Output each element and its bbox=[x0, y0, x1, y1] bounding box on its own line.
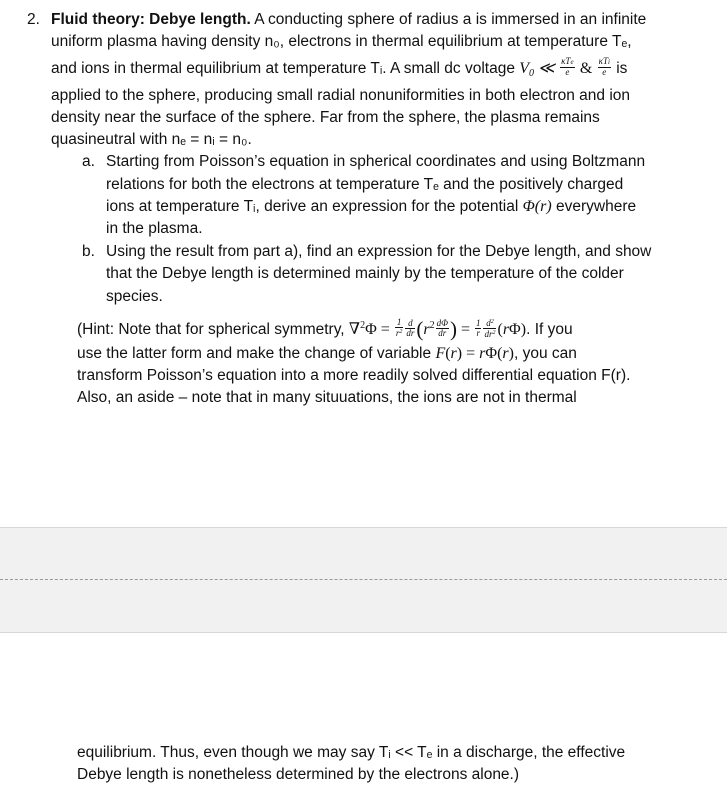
intro-text-1: A conducting sphere of radius a is immersed in an infinite bbox=[254, 11, 647, 28]
part-b-line-3: species. bbox=[106, 288, 163, 305]
intro-line-3: and ions in thermal equilibrium at temperature Tᵢ. A small dc voltage $V_0$ ≪ $\frac{\text{κTe}}{e}$ & $\frac{\text{κTi}}{e}$ is bbox=[51, 55, 628, 79]
hint-text-2b: , you can bbox=[513, 345, 577, 362]
part-a-text-3: ions at temperature Tᵢ, derive an expression for the potential bbox=[106, 198, 519, 215]
intro-line-4: applied to the sphere, producing small radial nonuniformities in both electron and ion bbox=[51, 87, 631, 104]
part-b-line-2: that the Debye length is determined mainly by the temperature of the colder bbox=[106, 265, 624, 282]
intro-line-1 bbox=[51, 9, 646, 31]
page-break-divider bbox=[0, 579, 727, 580]
continuation-line-1-text: equilibrium. Thus, even though we may say Tᵢ << Tₑ in a discharge, the effective bbox=[77, 744, 626, 761]
part-b-line-1: Using the result from part a), find an expression for the Debye length, and show bbox=[106, 243, 652, 260]
hint-line-4: Also, an aside – note that in many situuations, the ions are not in thermal bbox=[77, 389, 577, 406]
intro-line-2: uniform plasma having density n₀, electrons in thermal equilibrium at temperature Tₑ, bbox=[51, 33, 632, 50]
part-a-line-1: Starting from Poisson’s equation in spherical coordinates and using Boltzmann bbox=[106, 153, 646, 170]
part-b-label: b. bbox=[82, 243, 95, 260]
kti-over-e: $\frac{\text{κTi}}{e}$ bbox=[598, 55, 610, 77]
hint-line-3: transform Poisson’s equation into a more readily solved differential equation F(r). bbox=[77, 367, 631, 384]
potential-symbol: Φ(r) bbox=[522, 198, 552, 215]
hint-after-eq: . If you bbox=[526, 321, 573, 338]
hint-text-2: use the latter form and make the change of variable bbox=[77, 345, 432, 362]
change-of-variable: F bbox=[435, 345, 446, 362]
hint-start: (Hint: Note that for spherical symmetry, bbox=[77, 321, 345, 338]
hint-line-2: use the latter form and make the change of variable F(r) = rΦ(r), you can bbox=[77, 345, 577, 362]
continuation-line-2: Debye length is nonetheless determined by the electrons alone.) bbox=[77, 766, 520, 783]
hint-line-1 bbox=[77, 315, 573, 341]
part-a-line-2: relations for both the electrons at temperature Tₑ and the positively charged bbox=[106, 176, 624, 193]
part-a-line-3 bbox=[106, 196, 636, 218]
laplacian-equation: ∇$^2$Φ = $\frac{1}{r^2}$ $\frac{d}{dr}$ ($r^2$ $\frac{d\Phi}{dr}$ ) = $\frac{1}{r}$ $\frac{d^2}{dr^2}$ (rΦ) bbox=[348, 317, 527, 341]
kte-over-e: $\frac{\text{κTe}}{e}$ bbox=[561, 55, 574, 77]
part-a-line-4: in the plasma. bbox=[106, 220, 203, 237]
intro-line-5: density near the surface of the sphere. Far from the sphere, the plasma remains bbox=[51, 109, 600, 126]
intro-text-3: and ions in thermal equilibrium at temperature Tᵢ. A small dc voltage bbox=[51, 60, 515, 77]
part-a-label: a. bbox=[82, 153, 95, 170]
intro-line-6: quasineutral with nₑ = nᵢ = n₀. bbox=[51, 131, 252, 148]
voltage-tail: is bbox=[616, 60, 628, 77]
page-break bbox=[0, 527, 727, 633]
problem-title: Fluid theory: Debye length. bbox=[51, 11, 251, 28]
part-a-text-3b: everywhere bbox=[555, 198, 637, 215]
voltage-inequality: $V_0$ ≪ bbox=[519, 60, 555, 79]
problem-number: 2. bbox=[27, 11, 40, 28]
